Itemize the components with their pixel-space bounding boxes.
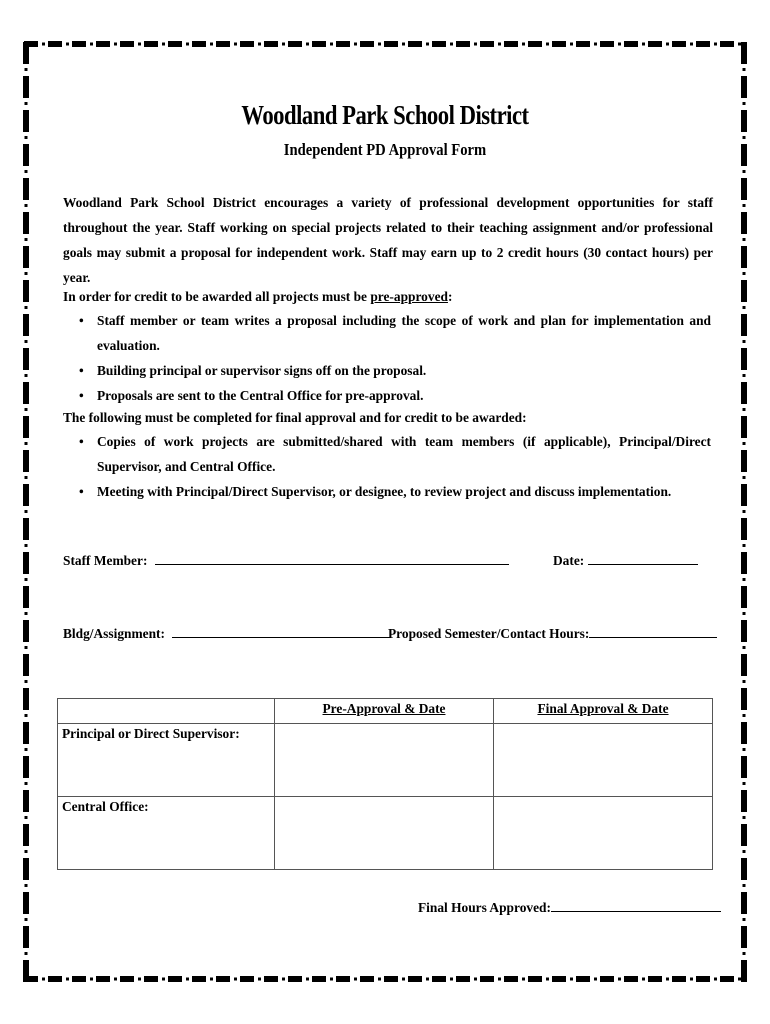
bldg-assignment-line[interactable]: [172, 623, 390, 638]
final-hours-line[interactable]: [551, 897, 721, 912]
proposed-semester-field: [388, 623, 717, 642]
list-item: [63, 429, 711, 479]
document-title: Woodland Park School District: [241, 100, 529, 130]
list-item-text: Staff member or team writes a proposal including the scope of work and plan for implementation and evaluation.: [97, 313, 711, 353]
list-item-text: Proposals are sent to the Central Office for pre-approval.: [97, 388, 424, 403]
row-label-central-office: Central Office:: [58, 797, 275, 870]
table-header-blank: [58, 699, 275, 724]
final-hours-field: [418, 897, 721, 916]
principal-final-approval-cell[interactable]: [494, 724, 713, 797]
staff-member-field: [63, 550, 509, 569]
final-approval-lead: The following must be completed for final approval and for credit to be awarded:: [63, 410, 527, 425]
final-hours-label: Final Hours Approved:: [418, 900, 551, 915]
preapproval-list: [63, 308, 711, 408]
bullet-icon: •: [79, 313, 84, 328]
row-label-principal: Principal or Direct Supervisor:: [58, 724, 275, 797]
intro-paragraph: Woodland Park School District encourages a variety of professional development opportunities for staff throughout the year. Staff working on special projects related to their teaching assignment and/or professional goals may submit a proposal for independent work. Staff may earn up to 2 credit hours (30 contact hours) per year.: [63, 195, 713, 285]
list-item: [63, 358, 711, 383]
date-line[interactable]: [588, 550, 698, 565]
decorative-border-right: [740, 40, 748, 983]
approval-table: [57, 698, 713, 870]
preapproval-lead-text: In order for credit to be awarded all projects must be: [63, 289, 371, 304]
staff-member-label: Staff Member:: [63, 553, 148, 568]
list-item-text: Copies of work projects are submitted/shared with team members (if applicable), Principal/Direct Supervisor, and Central Office.: [97, 434, 711, 474]
principal-preapproval-cell[interactable]: [275, 724, 494, 797]
decorative-border-bottom: [22, 975, 748, 983]
bullet-icon: •: [79, 484, 84, 499]
table-row: [58, 724, 713, 797]
bullet-icon: •: [79, 434, 84, 449]
document-subtitle: Independent PD Approval Form: [283, 140, 487, 159]
preapproval-underlined: pre-approved: [370, 289, 448, 304]
table-header-preapproval: Pre-Approval & Date: [275, 699, 494, 724]
table-header-row: [58, 699, 713, 724]
bldg-assignment-label: Bldg/Assignment:: [63, 626, 165, 641]
staff-member-line[interactable]: [155, 550, 509, 565]
preapproval-lead: [63, 284, 452, 309]
table-row: [58, 797, 713, 870]
table-header-final-approval: Final Approval & Date: [494, 699, 713, 724]
date-label: Date:: [553, 553, 585, 568]
list-item: [63, 479, 711, 504]
decorative-border-top: [22, 40, 748, 48]
list-item-text: Building principal or supervisor signs off on the proposal.: [97, 363, 427, 378]
preapproval-lead-suffix: :: [447, 289, 453, 304]
bullet-icon: •: [79, 363, 84, 378]
central-office-preapproval-cell[interactable]: [275, 797, 494, 870]
final-approval-list: [63, 429, 711, 504]
bullet-icon: •: [79, 388, 84, 403]
bldg-assignment-field: [63, 623, 390, 642]
list-item: [63, 308, 711, 358]
list-item-text: Meeting with Principal/Direct Supervisor, or designee, to review project and discuss implementation.: [97, 484, 672, 499]
proposed-semester-line[interactable]: [589, 623, 717, 638]
central-office-final-approval-cell[interactable]: [494, 797, 713, 870]
date-field: [553, 550, 698, 569]
decorative-border-left: [22, 40, 30, 983]
proposed-semester-label: Proposed Semester/Contact Hours:: [388, 626, 590, 641]
